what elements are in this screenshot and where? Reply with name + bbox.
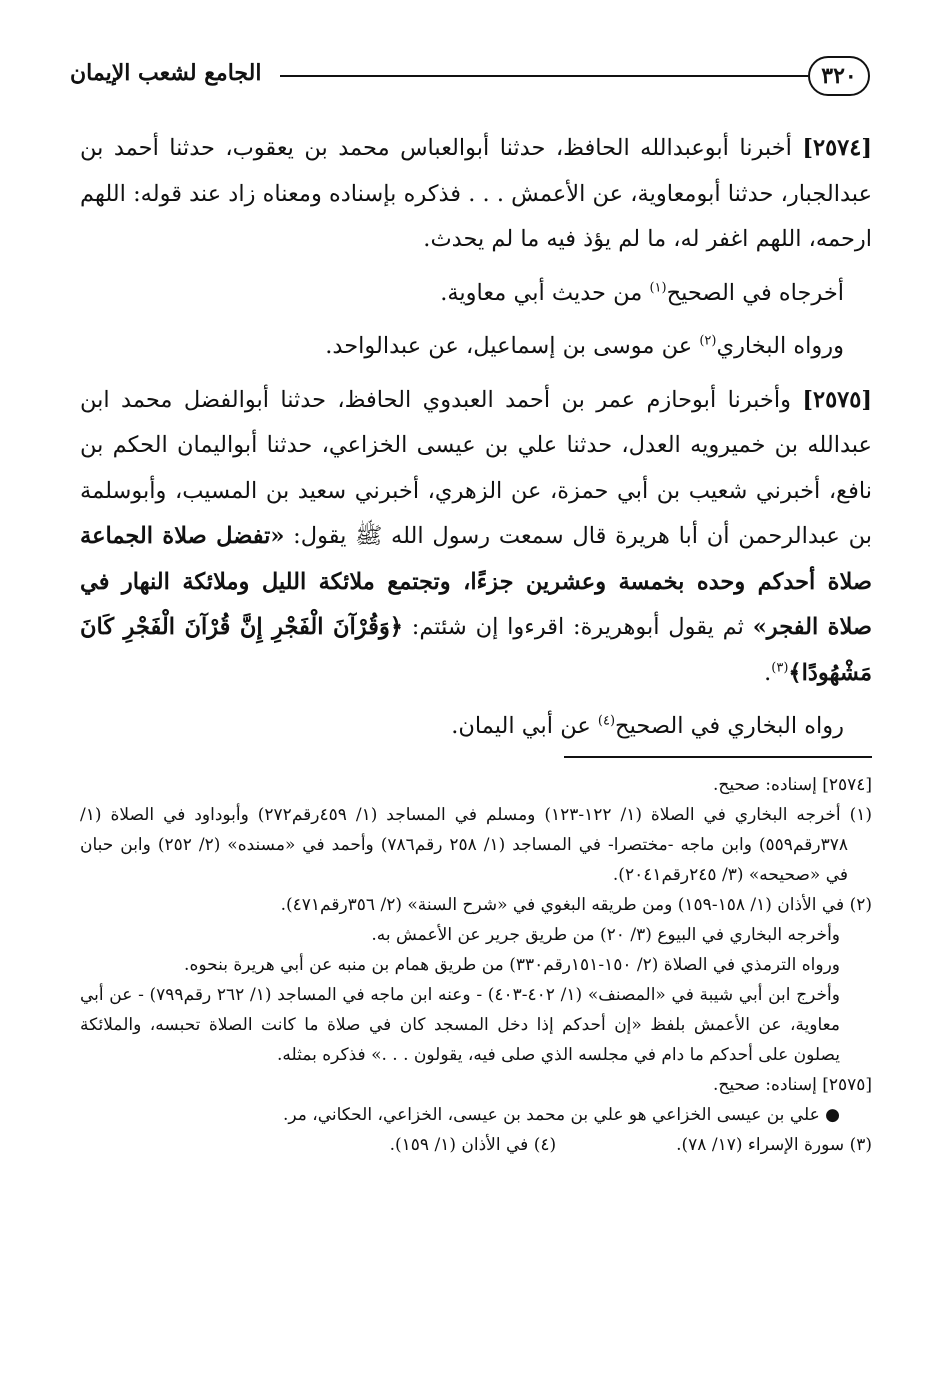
footnote-2-continued: ورواه الترمذي في الصلاة (٢/ ١٥٠-١٥١رقم٣٣٠) من طريق همام بن منبه عن أبي هريرة بنحوه.: [184, 955, 840, 975]
note-grading: [٢٥٧٤] إسناده: صحيح.: [712, 775, 872, 795]
hadith-text: أخبرنا أبوعبدالله الحافظ، حدثنا أبوالعباس محمد بن يعقوب، حدثنا أحمد بن عبدالجبار، حدثنا أبومعاوية، عن الأعمش . . . فذكره بإسناده ومعناه زاد عند قوله: اللهم ارحمه، اللهم اغفر له، ما لم يؤذ فيه ما لم يحدث.: [80, 135, 872, 252]
page-number: ٣٢٠: [808, 56, 870, 96]
narrator-note: ● علي بن عيسى الخزاعي هو علي بن محمد بن عيسى، الخزاعي، الحكاني، مر.: [282, 1105, 840, 1125]
footnote-2-continued: وأخرجه البخاري في البيوع (٣/ ٢٠) من طريق جرير عن الأعمش به.: [371, 925, 840, 945]
book-title: الجامع لشعب الإيمان: [70, 60, 262, 86]
footnote-1: (١) أخرجه البخاري في الصلاة (١/ ١٢٢-١٢٣) ومسلم في المساجد (١/ ٤٥٩رقم٢٧٢) وأبوداود في الصلاة (١/ ٣٧٨رقم٥٥٩) وابن ماجه -مختصرا- في المساجد (١/ ٢٥٨ رقم٧٨٦) وأحمد في «مسنده» (٢/ ٢٥٢) وابن حبان في «صحيحه» (٣/ ٢٤٥رقم٢٠٤١).: [80, 805, 872, 885]
footnote-2: (٢) في الأذان (١/ ١٥٨-١٥٩) ومن طريقه البغوي في «شرح السنة» (٢/ ٣٥٦رقم٤٧١).: [280, 895, 872, 915]
hadith-2574: [80, 126, 872, 263]
isnad-text: وأخبرنا أبوحازم عمر بن أحمد العبدوي الحافظ، حدثنا أبوالفضل محمد ابن عبدالله بن خميرويه العدل، حدثنا علي بن عيسى الخزاعي، حدثنا أبواليمان الحكم بن نافع، أخبرني شعيب بن أبي حمزة، عن الزهري، أخبرني سعيد بن المسيب، وأبوسلمة بن عبدالرحمن أن أبا هريرة قال سمعت رسول الله ﷺ يقول:: [80, 386, 872, 549]
hadith-number: [٢٥٧٤]: [802, 135, 873, 161]
takhrij-text: عن أبي اليمان.: [451, 713, 591, 739]
takhrij-line: [80, 704, 872, 750]
hadith-2575: [80, 378, 872, 697]
main-text: [80, 126, 872, 750]
header-rule: [280, 75, 808, 77]
footnotes-3-4: [80, 1130, 872, 1160]
takhrij-text: عن موسى بن إسماعيل، عن عبدالواحد.: [325, 333, 693, 359]
footnote-2-continued: وأخرج ابن أبي شيبة في «المصنف» (١/ ٤٠٢-٤٠٣) - وعنه ابن ماجه في المساجد (١/ ٢٦٢ رقم٧٩٩) - عن أبي معاوية، عن الأعمش بلفظ «إن أحدكم إذا دخل المسجد كان في صلاة ما كانت الصلاة تحبسه، والملائكة يصلون على أحدكم ما دام في مجلسه الذي صلى فيه، يقولون . . .» فذكره بمثله.: [80, 985, 840, 1065]
footnote-3: (٣) سورة الإسراء (١٧/ ٧٨).: [676, 1135, 872, 1155]
hadith-number: [٢٥٧٥]: [802, 386, 872, 413]
takhrij-text: أخرجاه في الصحيح: [666, 279, 844, 306]
takhrij-text: من حديث أبي معاوية.: [440, 279, 643, 306]
footnote-ref: (٢): [699, 333, 717, 349]
takhrij-line: [80, 324, 872, 370]
footnote-ref: (٣): [771, 660, 789, 675]
footnote-separator: [564, 756, 872, 758]
hadith-continuation: ثم يقول أبوهريرة: اقرءوا إن شئتم:: [411, 614, 744, 640]
period: .: [764, 659, 772, 686]
footnote-4: (٤) في الأذان (١/ ١٥٩).: [389, 1135, 557, 1155]
quran-verse: ﴿وَقُرْآنَ الْفَجْرِ إِنَّ قُرْآنَ الْفَجْرِ كَانَ مَشْهُودًا﴾: [80, 614, 872, 686]
takhrij-text: رواه البخاري في الصحيح: [615, 713, 844, 739]
footnotes: [80, 770, 872, 1160]
note-grading: [٢٥٧٥] إسناده: صحيح.: [712, 1075, 872, 1095]
page-header: [70, 56, 870, 100]
takhrij-line: [80, 271, 872, 317]
footnote-ref: (٤): [597, 713, 616, 729]
footnote-ref: (١): [649, 280, 667, 295]
hadith-matn: «تفضل صلاة الجماعة صلاة أحدكم وحده بخمسة وعشرين جزءًا، وتجتمع ملائكة الليل وملائكة النهار في صلاة الفجر»: [80, 523, 872, 640]
takhrij-text: ورواه البخاري: [716, 333, 844, 359]
